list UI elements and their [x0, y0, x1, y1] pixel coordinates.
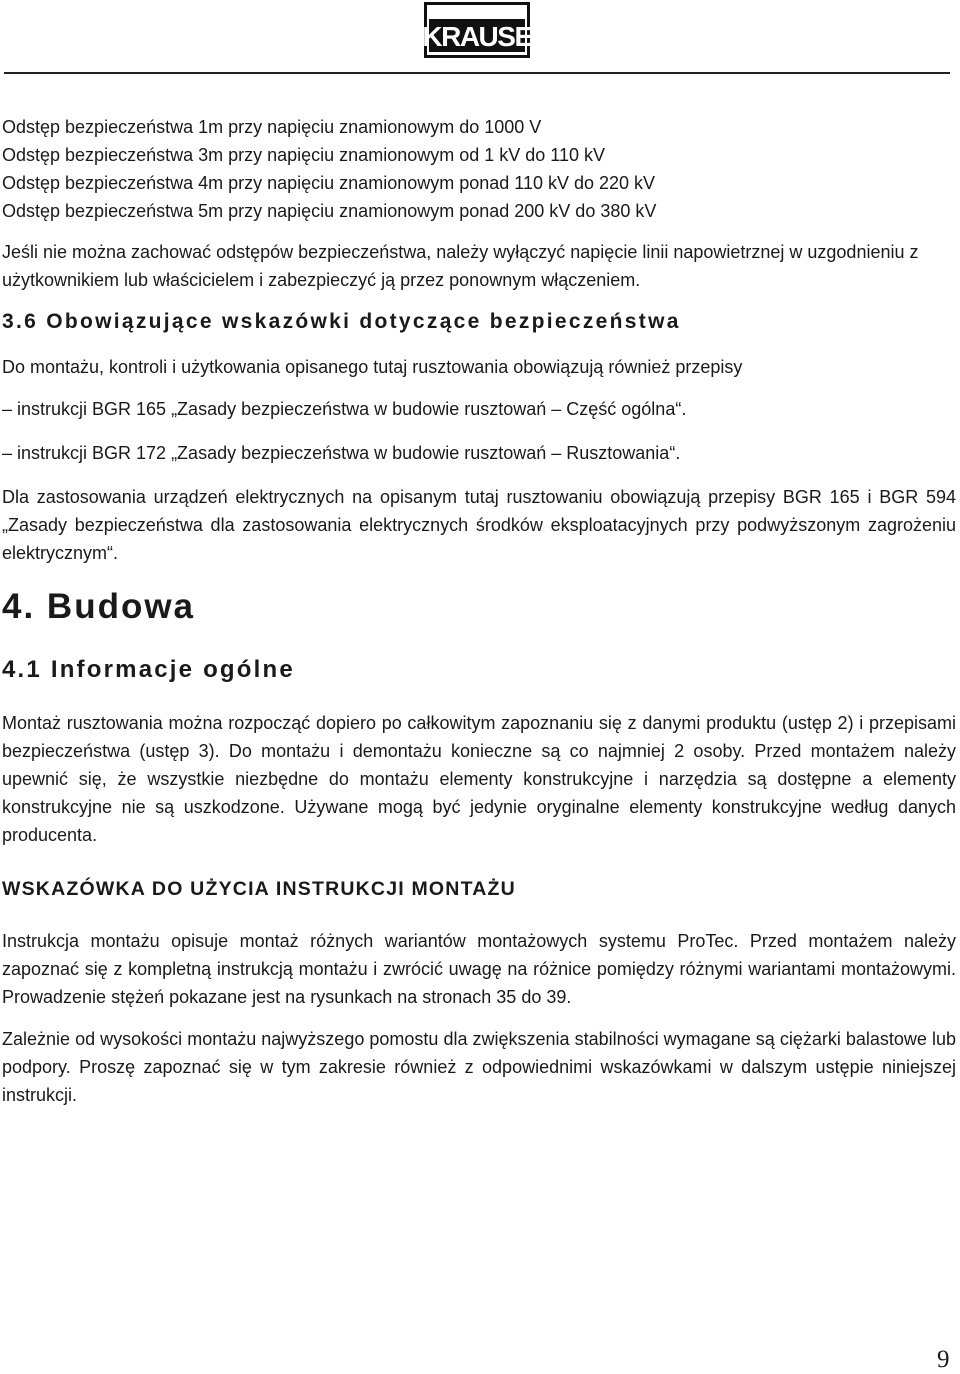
regulation-item: – instrukcji BGR 172 „Zasady bezpieczeństwa w budowie rusztowań – Rusztowania“. [2, 443, 681, 464]
section-4-heading: 4. Budowa [2, 587, 196, 627]
regulation-item: – instrukcji BGR 165 „Zasady bezpieczeństwa w budowie rusztowań – Część ogólna“. [2, 399, 687, 420]
page-content [2, 113, 956, 1109]
general-info-paragraph: Montaż rusztowania można rozpocząć dopiero po całkowitym zapoznaniu się z danymi produktu (ustęp 2) i przepisami bezpieczeństwa (ustęp 3). Do montażu i demontażu konieczne są co najmniej 2 osoby. Przed montażem należy upewnić się, że wszystkie niezbędne do montażu elementy konstrukcyjne i narzędzia są dostępne a elementy konstrukcyjne nie są uszkodzone. Używane mogą być jedynie oryginalne elementy konstrukcyjne według danych producenta. [2, 713, 956, 846]
page-number: 9 [937, 1346, 950, 1373]
hint-paragraph: Zależnie od wysokości montażu najwyższego pomostu dla zwiększenia stabilności wymagane są ciężarki balastowe lub podpory. Proszę zapoznać się w tym zakresie również z odpowiednimi wskazówkami w dalszym ustępie niniejszej instrukcji. [2, 1029, 956, 1106]
distance-line: Odstęp bezpieczeństwa 1m przy napięciu znamionowym do 1000 V [2, 117, 542, 137]
hint-paragraph: Instrukcja montażu opisuje montaż różnych wariantów montażowych systemu ProTec. Przed montażem należy zapoznać się z kompletną instrukcją montażu i zwrócić uwagę na różnice pomiędzy różnymi wariantami montażowymi. Prowadzenie stężeń pokazane jest na rysunkach na stronach 35 do 39. [2, 931, 956, 1008]
section-4-1-heading: 4.1 Informacje ogólne [2, 656, 295, 684]
electrical-paragraph: Dla zastosowania urządzeń elektrycznych na opisanym tutaj rusztowaniu obowiązują przepisy BGR 165 i BGR 594 „Zasady bezpieczeństwa dla zastosowania elektrycznych środków eksploatacyjnych przy podwyższonym zagrożeniu elektrycznym“. [2, 487, 956, 564]
svg-text:KRAUSE: KRAUSE [424, 21, 530, 52]
header-rule [4, 72, 950, 74]
distance-list [2, 113, 956, 225]
section-3-6-intro: Do montażu, kontroli i użytkowania opisanego tutaj rusztowania obowiązują również przepisy [2, 357, 743, 378]
distance-note: Jeśli nie można zachować odstępów bezpieczeństwa, należy wyłączyć napięcie linii napowietrznej w uzgodnieniu z użytkownikiem lub właścicielem i zabezpieczyć ją przez ponownym włączeniem. [2, 242, 919, 290]
krause-logo [424, 2, 530, 58]
distance-line: Odstęp bezpieczeństwa 5m przy napięciu znamionowym ponad 200 kV do 380 kV [2, 201, 657, 221]
distance-line: Odstęp bezpieczeństwa 3m przy napięciu znamionowym od 1 kV do 110 kV [2, 145, 605, 165]
hint-heading: WSKAZÓWKA DO UŻYCIA INSTRUKCJI MONTAŻU [2, 878, 516, 901]
distance-line: Odstęp bezpieczeństwa 4m przy napięciu znamionowym ponad 110 kV do 220 kV [2, 173, 656, 193]
section-3-6-heading: 3.6 Obowiązujące wskazówki dotyczące bezpieczeństwa [2, 310, 681, 333]
